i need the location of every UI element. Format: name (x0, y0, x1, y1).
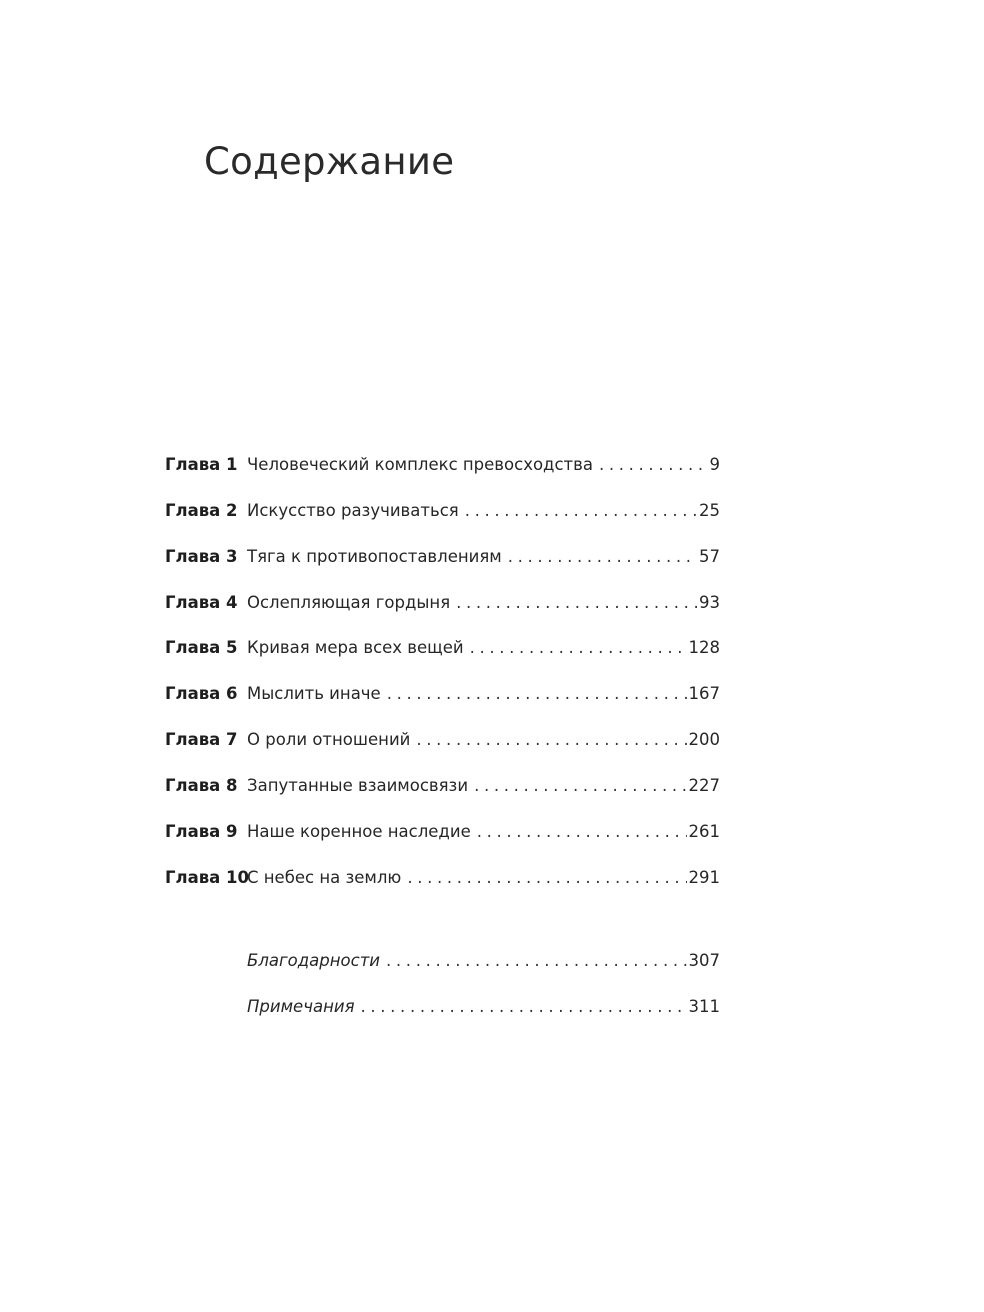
page-number: 25 (699, 501, 720, 520)
toc-entry-acknowledgments[interactable] (165, 946, 720, 976)
dot-leader (407, 863, 686, 893)
page-number: 9 (709, 455, 720, 474)
chapter-number: Глава 3 (165, 547, 238, 566)
toc-entry-chapter-6[interactable] (165, 679, 720, 709)
chapter-number: Глава 2 (165, 501, 238, 520)
chapter-title: О роли отношений (247, 730, 411, 749)
dot-leader (361, 992, 687, 1022)
chapter-title: Человеческий комплекс превосходства (247, 455, 593, 474)
page-number: 128 (688, 638, 720, 657)
chapter-number: Глава 10 (165, 868, 250, 887)
page-number: 57 (699, 547, 720, 566)
chapter-title: Кривая мера всех вещей (247, 638, 464, 657)
dot-leader (386, 946, 686, 976)
page-title: Содержание (204, 140, 455, 183)
chapter-title: С небес на землю (247, 868, 402, 887)
dot-leader (474, 771, 686, 801)
chapter-number: Глава 1 (165, 455, 238, 474)
dot-leader (477, 817, 687, 847)
chapter-title: Запутанные взаимосвязи (247, 776, 469, 795)
chapter-title: Искусство разучиваться (247, 501, 459, 520)
page-number: 291 (688, 868, 720, 887)
page-number: 311 (688, 997, 720, 1016)
toc-entry-chapter-7[interactable] (165, 725, 720, 755)
back-matter-title: Примечания (247, 997, 355, 1016)
chapter-number: Глава 7 (165, 730, 238, 749)
dot-leader (470, 633, 687, 663)
chapter-title: Наше коренное наследие (247, 822, 471, 841)
chapter-number: Глава 6 (165, 684, 238, 703)
chapter-title: Тяга к противопоставлениям (247, 547, 502, 566)
toc-entry-chapter-5[interactable] (165, 633, 720, 663)
dot-leader (387, 679, 687, 709)
toc-entry-chapter-1[interactable] (165, 450, 720, 480)
toc-entry-chapter-10[interactable] (165, 863, 720, 893)
dot-leader (508, 542, 697, 572)
chapter-title: Мыслить иначе (247, 684, 381, 703)
page-number: 227 (688, 776, 720, 795)
back-matter-title: Благодарности (247, 951, 381, 970)
toc-entry-chapter-8[interactable] (165, 771, 720, 801)
chapter-number: Глава 9 (165, 822, 238, 841)
page-number: 200 (688, 730, 720, 749)
dot-leader (465, 496, 697, 526)
dot-leader (416, 725, 686, 755)
page-number: 93 (699, 593, 720, 612)
chapter-title: Ослепляющая гордыня (247, 593, 451, 612)
page-number: 167 (688, 684, 720, 703)
page-number: 307 (688, 951, 720, 970)
chapter-number: Глава 4 (165, 593, 238, 612)
toc-entry-chapter-3[interactable] (165, 542, 720, 572)
toc-entry-notes[interactable] (165, 992, 720, 1022)
dot-leader (599, 450, 708, 480)
toc-entry-chapter-9[interactable] (165, 817, 720, 847)
page-number: 261 (688, 822, 720, 841)
toc-entry-chapter-2[interactable] (165, 496, 720, 526)
chapter-number: Глава 5 (165, 638, 238, 657)
chapter-number: Глава 8 (165, 776, 238, 795)
dot-leader (456, 588, 697, 618)
toc-entry-chapter-4[interactable] (165, 588, 720, 618)
